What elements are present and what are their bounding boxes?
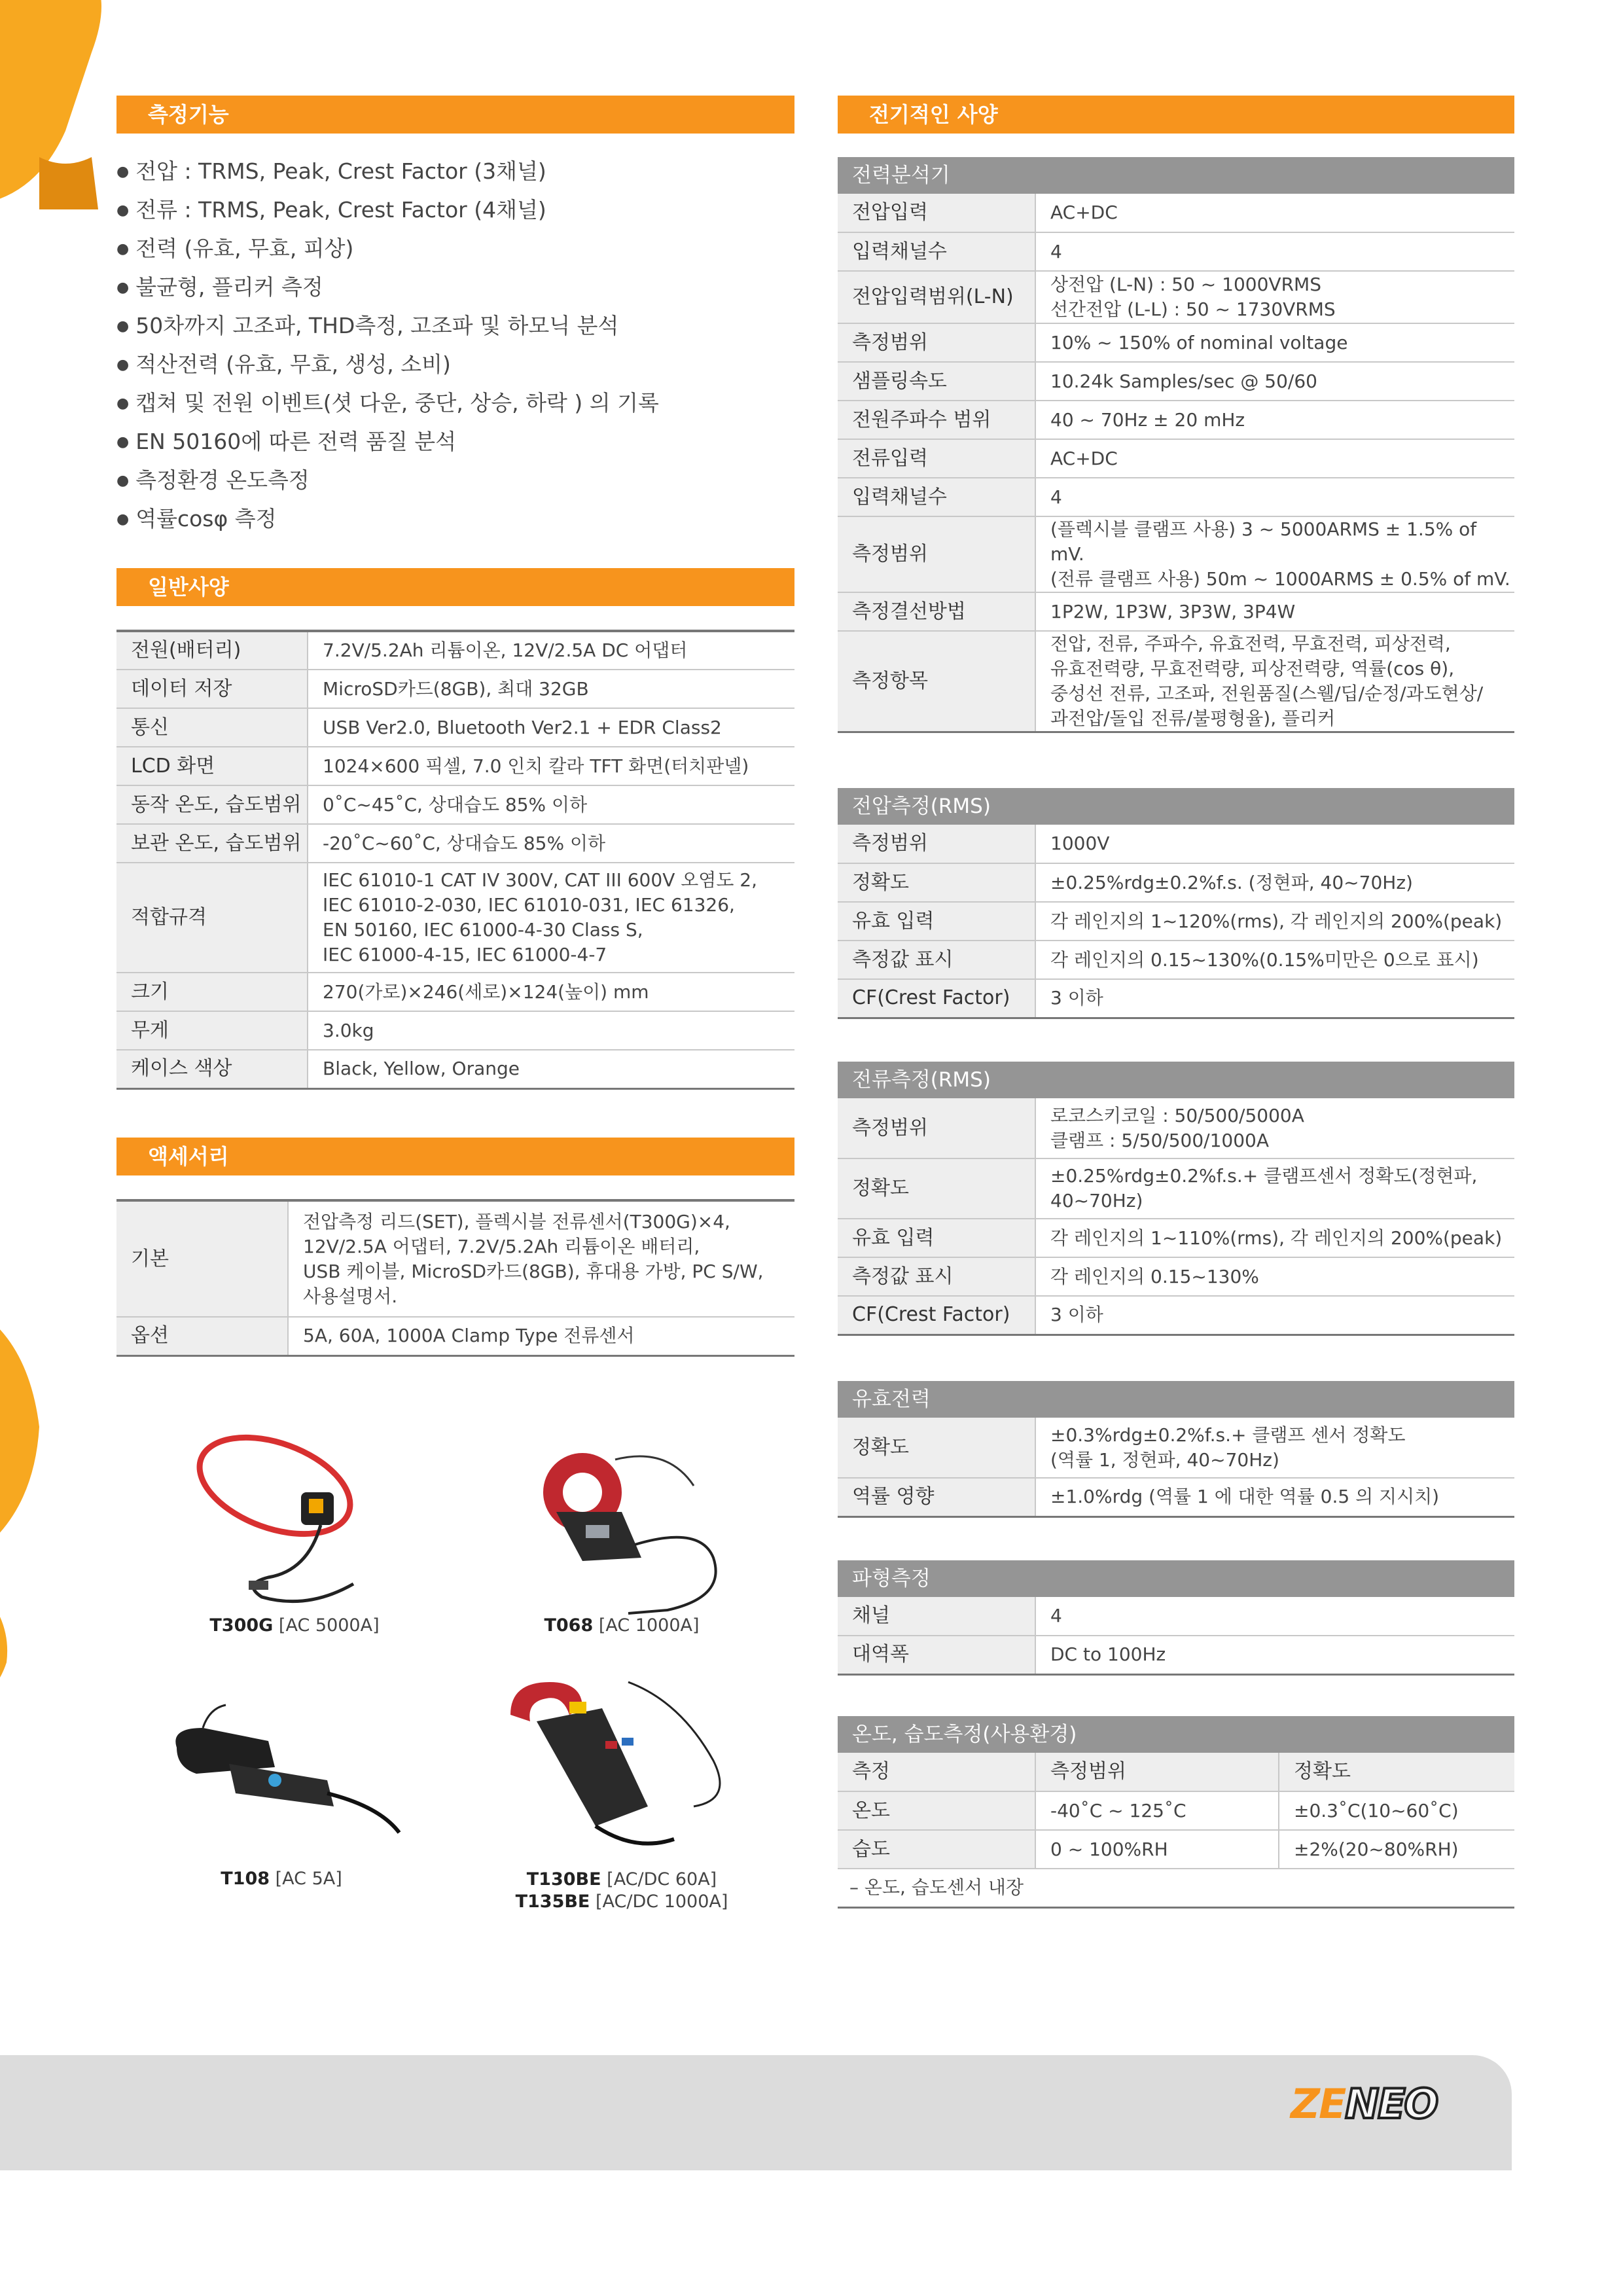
device-side-decoration — [0, 1296, 52, 1571]
photo-label-t108: T108 [AC 5A] — [221, 1869, 342, 1889]
t068-clamp-sensor-image — [510, 1446, 733, 1617]
row-label: 측정결선방법 — [838, 592, 1035, 631]
row-value: 1024×600 픽셀, 7.0 인치 칼라 TFT 화면(터치판넬) — [308, 747, 794, 785]
table-row — [838, 478, 1514, 516]
table-row — [116, 863, 794, 973]
row-label: 샘플링속도 — [838, 362, 1035, 401]
row-value: 상전압 (L-N) : 50 ~ 1000VRMS 선간전압 (L-L) : 50 ~ 1730VRMS — [1035, 271, 1514, 323]
row-label: 측정범위 — [838, 1098, 1035, 1158]
row-label: 동작 온도, 습도범위 — [116, 785, 308, 824]
table-row — [116, 1317, 794, 1355]
t130be-clamp-sensor-image — [497, 1676, 746, 1859]
table-title: 전류측정(RMS) — [838, 1062, 1514, 1098]
t108-clamp-sensor-image — [164, 1702, 406, 1852]
list-item: ● 전력 (유효, 무효, 피상) — [116, 229, 784, 268]
row-label: 옵션 — [116, 1317, 288, 1355]
row-value: 5A, 60A, 1000A Clamp Type 전류센서 — [288, 1317, 794, 1355]
row-label: 보관 온도, 습도범위 — [116, 824, 308, 863]
row-label: 입력채널수 — [838, 478, 1035, 516]
table-row — [838, 232, 1514, 271]
row-label: 통신 — [116, 708, 308, 747]
row-label: 전원주파수 범위 — [838, 401, 1035, 439]
row-value: AC+DC — [1035, 439, 1514, 478]
row-value: 270(가로)×246(세로)×124(높이) mm — [308, 973, 794, 1011]
env-humidity-range: 0 ~ 100%RH — [1035, 1830, 1279, 1869]
env-humidity-label: 습도 — [838, 1830, 1035, 1869]
list-item: ● 50차까지 고조파, THD측정, 고조파 및 하모닉 분석 — [116, 306, 784, 345]
env-header-accuracy: 정확도 — [1279, 1753, 1514, 1791]
row-value: 각 레인지의 1~110%(rms), 각 레인지의 200%(peak) — [1035, 1219, 1514, 1257]
device-bottom-decoration — [0, 1571, 39, 1702]
row-label: 전류입력 — [838, 439, 1035, 478]
table-row — [116, 631, 794, 670]
row-label: 측정값 표시 — [838, 1257, 1035, 1296]
table-row — [838, 271, 1514, 323]
row-label: 측정범위 — [838, 516, 1035, 592]
table-row — [838, 1597, 1514, 1636]
row-value: 3 이하 — [1035, 979, 1514, 1018]
table-row — [116, 824, 794, 863]
row-value: 각 레인지의 0.15~130%(0.15%미만은 0으로 표시) — [1035, 941, 1514, 979]
row-label: 데이터 저장 — [116, 670, 308, 708]
row-label: 측정항목 — [838, 631, 1035, 732]
accessory-table — [116, 1199, 794, 1357]
row-label: 정확도 — [838, 863, 1035, 902]
section-measure-header: 측정기능 — [116, 96, 794, 134]
row-label: 측정범위 — [838, 825, 1035, 863]
row-value: 0˚C~45˚C, 상대습도 85% 이하 — [308, 785, 794, 824]
row-value: 1000V — [1035, 825, 1514, 863]
table-row — [838, 1296, 1514, 1335]
env-header-range: 측정범위 — [1035, 1753, 1279, 1791]
row-value: 전압, 전류, 주파수, 유효전력, 무효전력, 피상전력, 유효전력량, 무효전력량, 피상전력량, 역률(cos θ), 중성선 전류, 고조파, 전원품질(스웰/딥/순정/과도현상/ 과전압/돌입 전류/불평형율), 플리커 — [1035, 631, 1514, 732]
row-label: CF(Crest Factor) — [838, 979, 1035, 1018]
row-label: 케이스 색상 — [116, 1050, 308, 1088]
row-value: AC+DC — [1035, 194, 1514, 232]
row-label: 적합규격 — [116, 863, 308, 973]
row-value: ±0.25%rdg±0.2%f.s.+ 클램프센서 정확도(정현파, 40~70Hz) — [1035, 1158, 1514, 1219]
row-label: 기본 — [116, 1200, 288, 1317]
list-item: ● 역률cosφ 측정 — [116, 499, 784, 538]
row-label: 유효 입력 — [838, 1219, 1035, 1257]
env-temp-label: 온도 — [838, 1791, 1035, 1830]
list-item: ● 불균형, 플리커 측정 — [116, 268, 784, 306]
table-row — [838, 825, 1514, 863]
table-row — [116, 747, 794, 785]
table-row — [116, 708, 794, 747]
list-item: ● EN 50160에 따른 전력 품질 분석 — [116, 422, 784, 461]
row-label: 정확도 — [838, 1418, 1035, 1478]
device-corner-decoration — [0, 0, 118, 209]
row-value: 각 레인지의 1~120%(rms), 각 레인지의 200%(peak) — [1035, 902, 1514, 941]
table-title: 파형측정 — [838, 1560, 1514, 1597]
env-temp-accuracy: ±0.3˚C(10~60˚C) — [1279, 1791, 1514, 1830]
table-row — [838, 1418, 1514, 1478]
list-item: ● 적산전력 (유효, 무효, 생성, 소비) — [116, 345, 784, 384]
row-value: 10% ~ 150% of nominal voltage — [1035, 323, 1514, 362]
table-row — [838, 1158, 1514, 1219]
table-row — [838, 902, 1514, 941]
table-row — [116, 785, 794, 824]
row-value: 각 레인지의 0.15~130% — [1035, 1257, 1514, 1296]
waveform-table — [838, 1560, 1514, 1676]
table-row — [838, 863, 1514, 902]
row-label: 측정범위 — [838, 323, 1035, 362]
environment-table — [838, 1716, 1514, 1909]
table-row — [116, 1011, 794, 1050]
row-value: (플렉시블 클램프 사용) 3 ~ 5000ARMS ± 1.5% of mV. (전류 클램프 사용) 50m ~ 1000ARMS ± 0.5% of mV. — [1035, 516, 1514, 592]
table-row — [838, 592, 1514, 631]
table-row — [838, 631, 1514, 732]
table-row — [838, 941, 1514, 979]
row-value: ±0.3%rdg±0.2%f.s.+ 클램프 센서 정확도 (역률 1, 정현파, 40~70Hz) — [1035, 1418, 1514, 1478]
footer-band — [0, 2055, 1512, 2170]
row-value: 40 ~ 70Hz ± 20 mHz — [1035, 401, 1514, 439]
section-accessory-header: 액세서리 — [116, 1138, 794, 1175]
row-label: 전압입력 — [838, 194, 1035, 232]
row-label: 유효 입력 — [838, 902, 1035, 941]
row-label: 측정값 표시 — [838, 941, 1035, 979]
row-value: IEC 61010-1 CAT IV 300V, CAT III 600V 오염도 2, IEC 61010-2-030, IEC 61010-031, IEC 61326, EN 50160, IEC 61000-4-30 Class S, IEC 61000-4-15, IEC 61000-4-7 — [308, 863, 794, 973]
table-row — [838, 362, 1514, 401]
table-row — [838, 439, 1514, 478]
table-row — [838, 194, 1514, 232]
table-row — [838, 516, 1514, 592]
row-value: 4 — [1035, 478, 1514, 516]
row-value: MicroSD카드(8GB), 최대 32GB — [308, 670, 794, 708]
measure-list — [116, 152, 784, 538]
t300g-flexible-sensor-image — [190, 1433, 386, 1617]
table-row — [116, 1050, 794, 1088]
section-electrical-header: 전기적인 사양 — [838, 96, 1514, 134]
table-row — [838, 1478, 1514, 1516]
row-label: 전압입력범위(L-N) — [838, 271, 1035, 323]
row-label: 전원(배터리) — [116, 631, 308, 670]
row-value: DC to 100Hz — [1035, 1636, 1514, 1674]
row-label: 입력채널수 — [838, 232, 1035, 271]
row-value: 1P2W, 1P3W, 3P3W, 3P4W — [1035, 592, 1514, 631]
table-title: 유효전력 — [838, 1381, 1514, 1418]
table-row — [116, 670, 794, 708]
general-spec-table — [116, 630, 794, 1090]
row-label: 정확도 — [838, 1158, 1035, 1219]
env-note: – 온도, 습도센서 내장 — [838, 1869, 1514, 1907]
row-value: USB Ver2.0, Bluetooth Ver2.1 + EDR Class2 — [308, 708, 794, 747]
current-rms-table — [838, 1062, 1514, 1336]
row-value: 3 이하 — [1035, 1296, 1514, 1335]
table-row — [116, 973, 794, 1011]
row-value: -20˚C~60˚C, 상대습도 85% 이하 — [308, 824, 794, 863]
row-value: 로코스키코일 : 50/500/5000A 클램프 : 5/50/500/1000A — [1035, 1098, 1514, 1158]
table-title: 전압측정(RMS) — [838, 788, 1514, 825]
zeneo-logo: ZENEO — [1291, 2080, 1438, 2128]
row-value: ±1.0%rdg (역률 1 에 대한 역률 0.5 의 지시치) — [1035, 1478, 1514, 1516]
photo-label-t068: T068 [AC 1000A] — [544, 1615, 700, 1636]
table-row — [838, 1257, 1514, 1296]
table-row — [838, 979, 1514, 1018]
table-row — [838, 1219, 1514, 1257]
list-item: ● 캡쳐 및 전원 이벤트(셧 다운, 중단, 상승, 하락 ) 의 기록 — [116, 384, 784, 422]
row-label: 대역폭 — [838, 1636, 1035, 1674]
row-value: 4 — [1035, 1597, 1514, 1636]
row-value: 3.0kg — [308, 1011, 794, 1050]
table-row — [838, 401, 1514, 439]
row-value: 4 — [1035, 232, 1514, 271]
env-humidity-accuracy: ±2%(20~80%RH) — [1279, 1830, 1514, 1869]
list-item: ● 전압 : TRMS, Peak, Crest Factor (3채널) — [116, 152, 784, 190]
row-label: LCD 화면 — [116, 747, 308, 785]
row-value: 전압측정 리드(SET), 플렉시블 전류센서(T300G)×4, 12V/2.5A 어댑터, 7.2V/5.2Ah 리튬이온 배터리, USB 케이블, MicroSD카드(8GB), 휴대용 가방, PC S/W, 사용설명서. — [288, 1200, 794, 1317]
list-item: ● 전류 : TRMS, Peak, Crest Factor (4채널) — [116, 190, 784, 229]
photo-label-t130be: T130BE [AC/DC 60A] T135BE [AC/DC 1000A] — [515, 1869, 728, 1912]
voltage-rms-table — [838, 788, 1514, 1019]
row-label: 무게 — [116, 1011, 308, 1050]
row-label: 역률 영향 — [838, 1478, 1035, 1516]
table-title: 온도, 습도측정(사용환경) — [838, 1716, 1514, 1753]
list-item: ● 측정환경 온도측정 — [116, 461, 784, 499]
row-value: 7.2V/5.2Ah 리튬이온, 12V/2.5A DC 어댑터 — [308, 631, 794, 670]
table-row — [838, 1636, 1514, 1674]
active-power-table — [838, 1381, 1514, 1518]
table-row — [116, 1200, 794, 1317]
row-value: 10.24k Samples/sec @ 50/60 — [1035, 362, 1514, 401]
photo-label-t300g: T300G [AC 5000A] — [209, 1615, 380, 1636]
row-label: 채널 — [838, 1597, 1035, 1636]
row-label: 크기 — [116, 973, 308, 1011]
row-label: CF(Crest Factor) — [838, 1296, 1035, 1335]
row-value: Black, Yellow, Orange — [308, 1050, 794, 1088]
table-title: 전력분석기 — [838, 157, 1514, 194]
section-general-header: 일반사양 — [116, 568, 794, 606]
env-temp-range: -40˚C ~ 125˚C — [1035, 1791, 1279, 1830]
table-row — [838, 1098, 1514, 1158]
env-header-measure: 측정 — [838, 1753, 1035, 1791]
table-row — [838, 323, 1514, 362]
power-analyzer-table — [838, 157, 1514, 733]
row-value: ±0.25%rdg±0.2%f.s. (정현파, 40~70Hz) — [1035, 863, 1514, 902]
